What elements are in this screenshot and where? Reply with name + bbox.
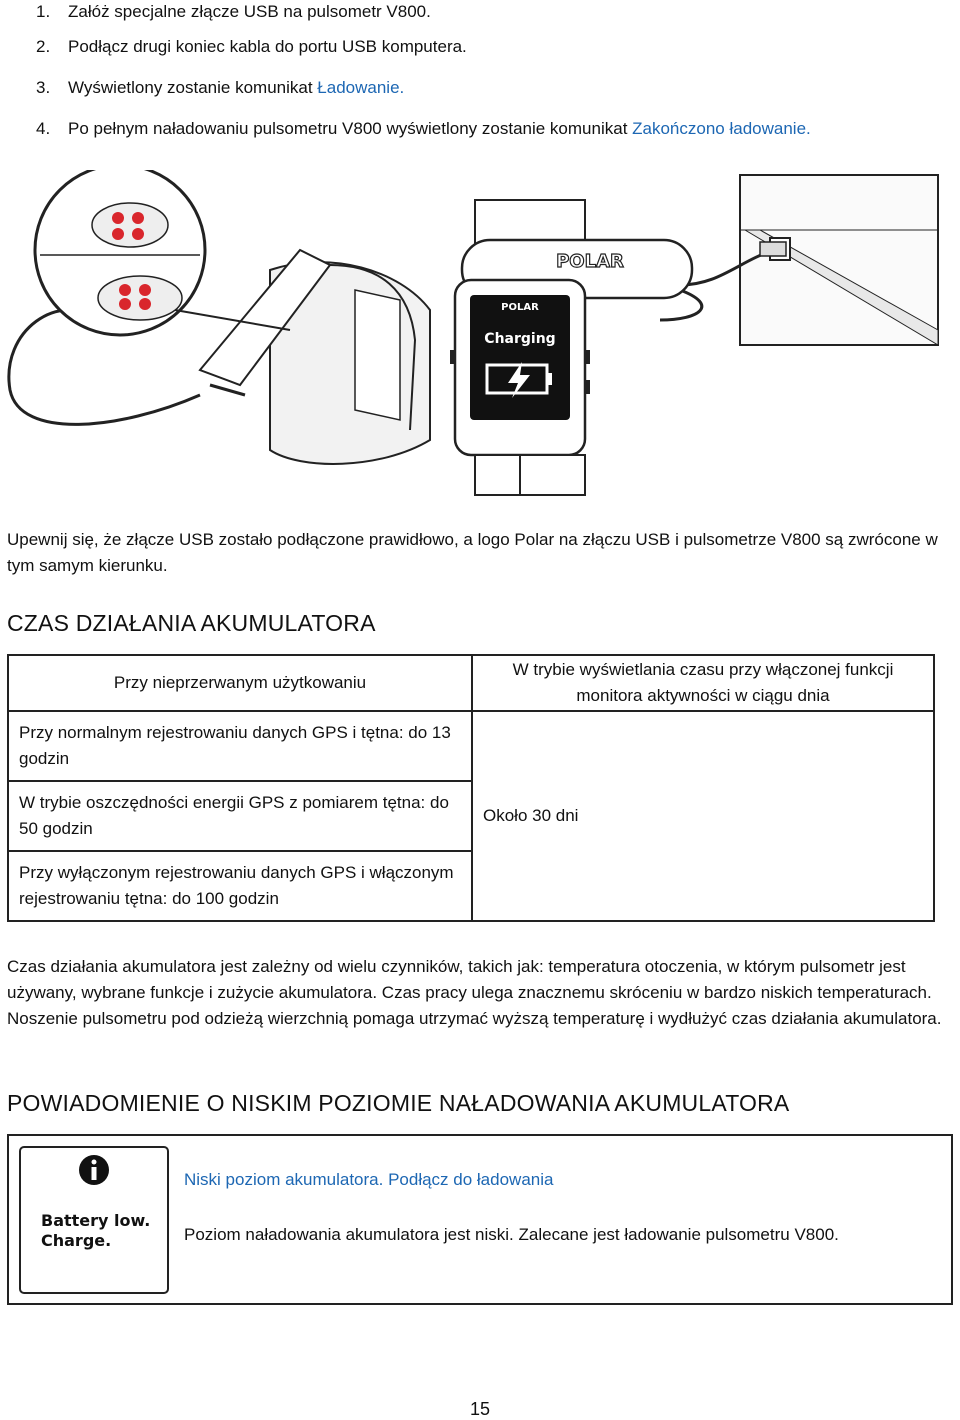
- step-number: 4.: [36, 119, 51, 138]
- table-cell: W trybie oszczędności energii GPS z pomiarem tętna: do 50 godzin: [8, 781, 472, 851]
- table-cell: Przy normalnym rejestrowaniu danych GPS i tętna: do 13 godzin: [8, 711, 472, 781]
- step-number: 1.: [36, 2, 51, 21]
- step-text: Podłącz drugi koniec kabla do portu USB komputera.: [68, 37, 467, 56]
- usb-plug: [760, 242, 786, 256]
- battery-time-heading: CZAS DZIAŁANIA AKUMULATORA: [7, 610, 376, 636]
- table-header-row: [8, 655, 934, 711]
- charging-message: Ładowanie.: [317, 78, 405, 97]
- time-mode-value: Około 30 dni: [472, 711, 934, 921]
- charging-illustration: [0, 170, 960, 500]
- step-number: 2.: [36, 37, 51, 56]
- battery-note: Czas działania akumulatora jest zależny od wielu czynników, takich jak: temperatura otoczenia, w którym pulsometr jest używany, wybrane funkcje i zużycie akumulatora. Czas pracy ulega znacznemu skróceniu w bardzo niskich temperaturach. Noszenie pulsometru pod odzieżą wierzchnią pomaga utrzymać wyższą temperaturę i wydłużyć czas działania akumulatora.: [7, 957, 942, 1028]
- screen-charging-text: Charging: [484, 331, 556, 347]
- column-header-continuous: Przy nieprzerwanym użytkowaniu: [8, 655, 472, 711]
- table-cell: Przy wyłączonym rejestrowaniu danych GPS i włączonym rejestrowaniu tętna: do 100 godzin: [8, 851, 472, 921]
- low-battery-heading: POWIADOMIENIE O NISKIM POZIOMIE NAŁADOWANIA AKUMULATORA: [7, 1090, 790, 1116]
- watch-brand: POLAR: [501, 302, 539, 313]
- table-row: [8, 711, 934, 781]
- step-text: Wyświetlony zostanie komunikat Ładowanie.: [68, 78, 405, 97]
- low-battery-title: Niski poziom akumulatora. Podłącz do ładowania: [184, 1170, 554, 1189]
- column-header-time-mode: W trybie wyświetlania czasu przy włączonej funkcji monitora aktywności w ciągu dnia: [472, 655, 934, 711]
- low-battery-body: Poziom naładowania akumulatora jest niski. Zalecane jest ładowanie pulsometru V800.: [184, 1225, 839, 1244]
- watch-illustration: [450, 200, 692, 495]
- watch-side-illustration: [200, 250, 430, 464]
- screen-battery-low: Battery low.: [41, 1211, 151, 1230]
- low-battery-screen: [19, 1146, 169, 1294]
- charging-complete-message: Zakończono ładowanie.: [632, 119, 811, 138]
- page-number: 15: [469, 1399, 491, 1419]
- laptop-illustration: [740, 175, 938, 345]
- step-text: Załóż specjalne złącze USB na pulsometr V800.: [68, 2, 431, 21]
- clip-brand: POLAR: [556, 251, 624, 272]
- screen-charge: Charge.: [41, 1231, 112, 1250]
- step-text: Po pełnym naładowaniu pulsometru V800 wyświetlony zostanie komunikat Zakończono ładowanie.: [68, 119, 811, 138]
- watch-screen: [470, 295, 570, 420]
- low-battery-notice: [7, 1134, 953, 1305]
- usb-orientation-note: Upewnij się, że złącze USB zostało podłączone prawidłowo, a logo Polar na złączu USB i pulsometrze V800 są zwrócone w tym samym kierunku.: [7, 530, 938, 575]
- battery-time-table: [7, 654, 935, 922]
- step-number: 3.: [36, 78, 51, 97]
